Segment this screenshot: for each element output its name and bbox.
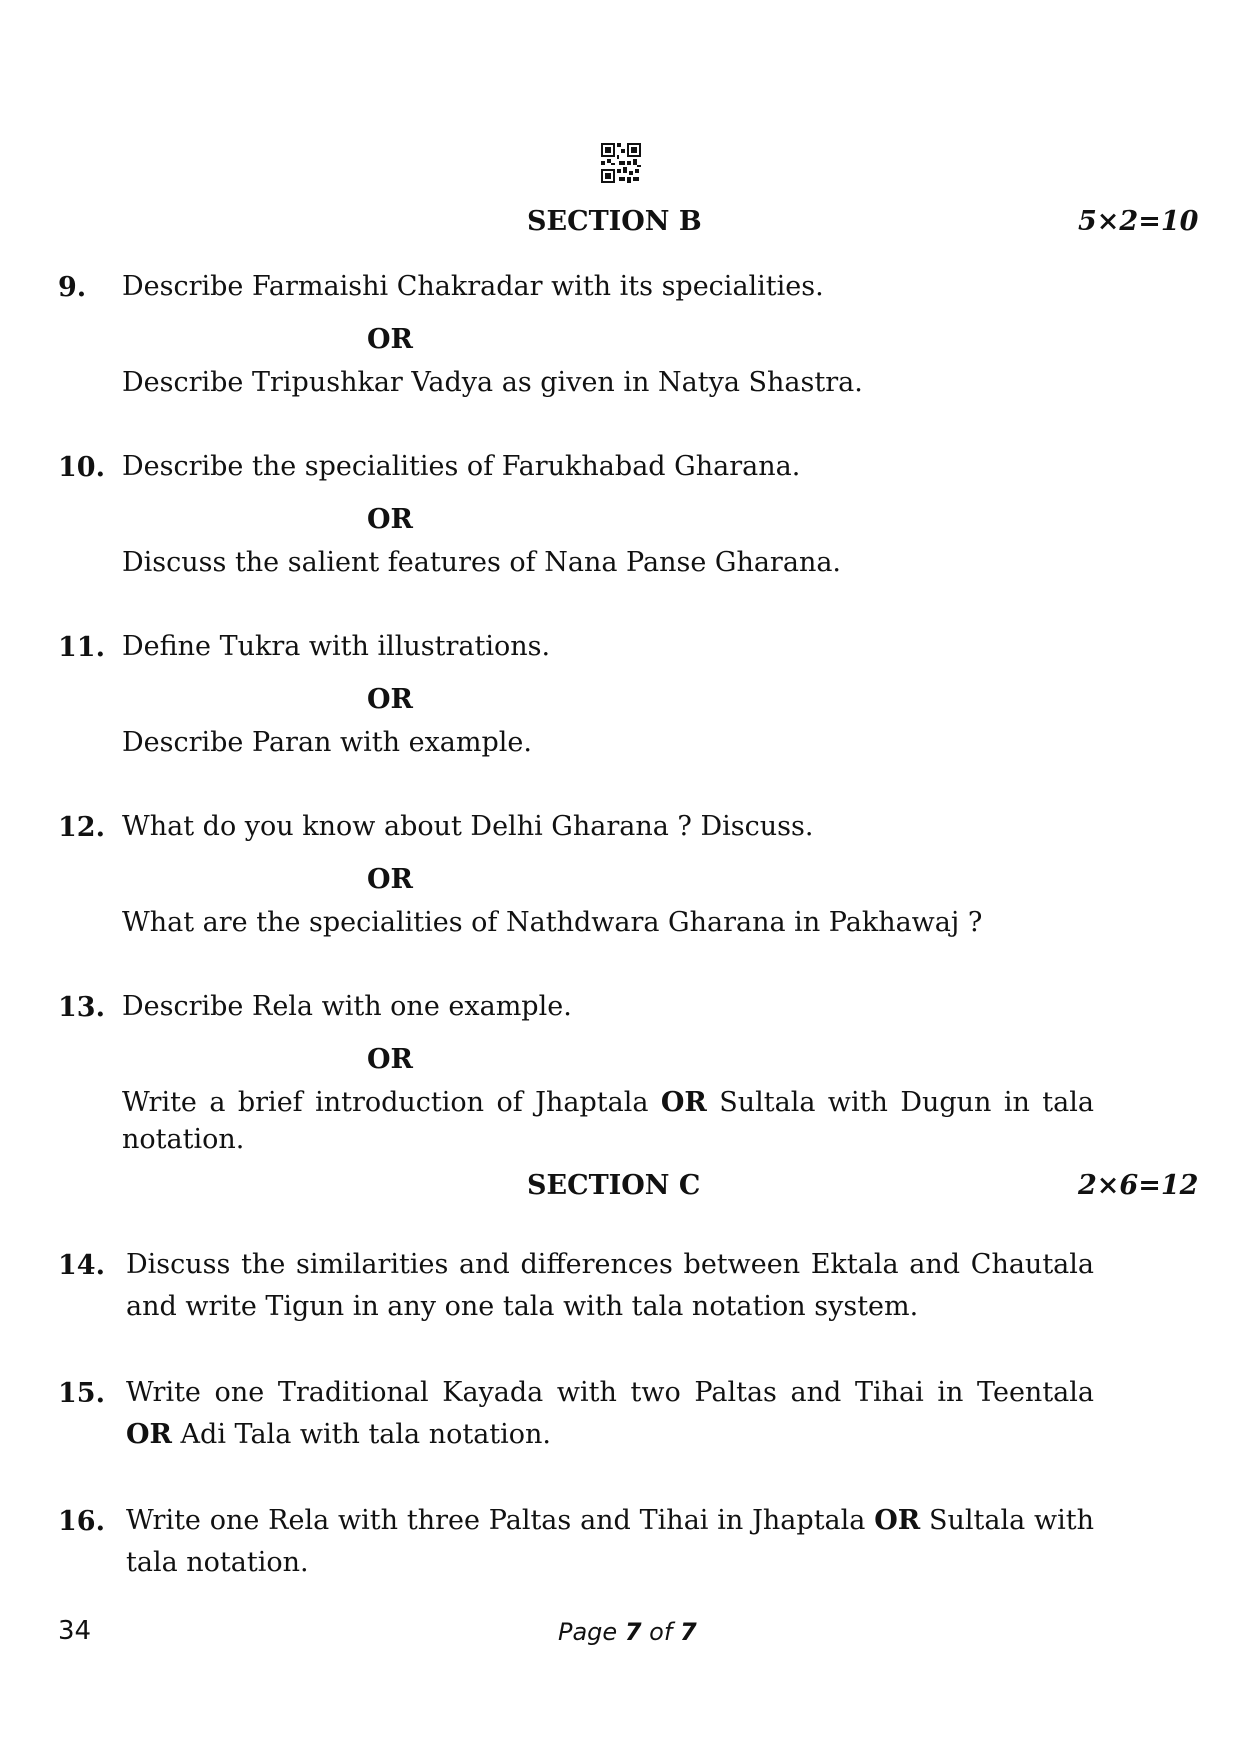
question-text: What do you know about Delhi Gharana ? Discuss. [122, 811, 814, 842]
text-part: Write one Traditional Kayada with two Paltas and Tihai in Teentala [126, 1377, 1094, 1408]
question-number: 10. [58, 452, 105, 483]
question-number: 12. [58, 812, 105, 843]
inline-or: OR [660, 1087, 707, 1118]
text-part: Write one Rela with three Paltas and Tihai in Jhaptala [126, 1505, 875, 1536]
alt-text-part: Write a brief introduction of Jhaptala [122, 1087, 661, 1118]
or-label: OR [367, 684, 413, 715]
question-number: 16. [58, 1506, 105, 1537]
question-alt-text: Describe Paran with example. [122, 727, 532, 758]
alt-text-part: Sultala with Dugun in tala notation. [122, 1087, 1094, 1155]
page-current: 7 [624, 1618, 642, 1646]
page-word: Page [558, 1618, 618, 1646]
page-total: 7 [679, 1618, 697, 1646]
question-number: 13. [58, 992, 105, 1023]
text-part: Sultala with tala notation. [126, 1505, 1094, 1578]
question-number: 9. [58, 272, 87, 303]
question-alt-text: Discuss the salient features of Nana Panse Gharana. [122, 547, 842, 578]
paper-code: 34 [58, 1616, 92, 1646]
question-text: Describe Rela with one example. [122, 991, 572, 1022]
question-text: Define Tukra with illustrations. [122, 631, 551, 662]
qr-code [601, 143, 641, 183]
question-number: 11. [58, 632, 105, 663]
inline-or: OR [126, 1419, 172, 1450]
question-text: Describe Farmaishi Chakradar with its specialities. [122, 271, 824, 302]
text-part: Adi Tala with tala notation. [171, 1419, 552, 1450]
page-number [558, 1618, 697, 1646]
question-alt-text: What are the specialities of Nathdwara Gharana in Pakhawaj ? [122, 907, 983, 938]
question-text [126, 1372, 1094, 1456]
section-b-title: SECTION B [527, 206, 702, 237]
question-alt-text: Describe Tripushkar Vadya as given in Natya Shastra. [122, 367, 863, 398]
or-label: OR [367, 864, 413, 895]
question-number: 15. [58, 1378, 105, 1409]
or-label: OR [367, 504, 413, 535]
section-c-title: SECTION C [527, 1170, 701, 1201]
question-number: 14. [58, 1250, 105, 1281]
question-text: Discuss the similarities and differences between Ektala and Chautala and write Tigun in any one tala with tala notation system. [126, 1249, 1094, 1322]
inline-or: OR [874, 1505, 921, 1536]
section-c-marks: 2×6=12 [1078, 1170, 1199, 1201]
of-word: of [649, 1618, 673, 1646]
or-label: OR [367, 1044, 413, 1075]
section-b-marks: 5×2=10 [1078, 206, 1199, 237]
question-text: Describe the specialities of Farukhabad Gharana. [122, 451, 801, 482]
or-label: OR [367, 324, 413, 355]
question-text [126, 1500, 1094, 1584]
question-alt-text [122, 1084, 1094, 1158]
